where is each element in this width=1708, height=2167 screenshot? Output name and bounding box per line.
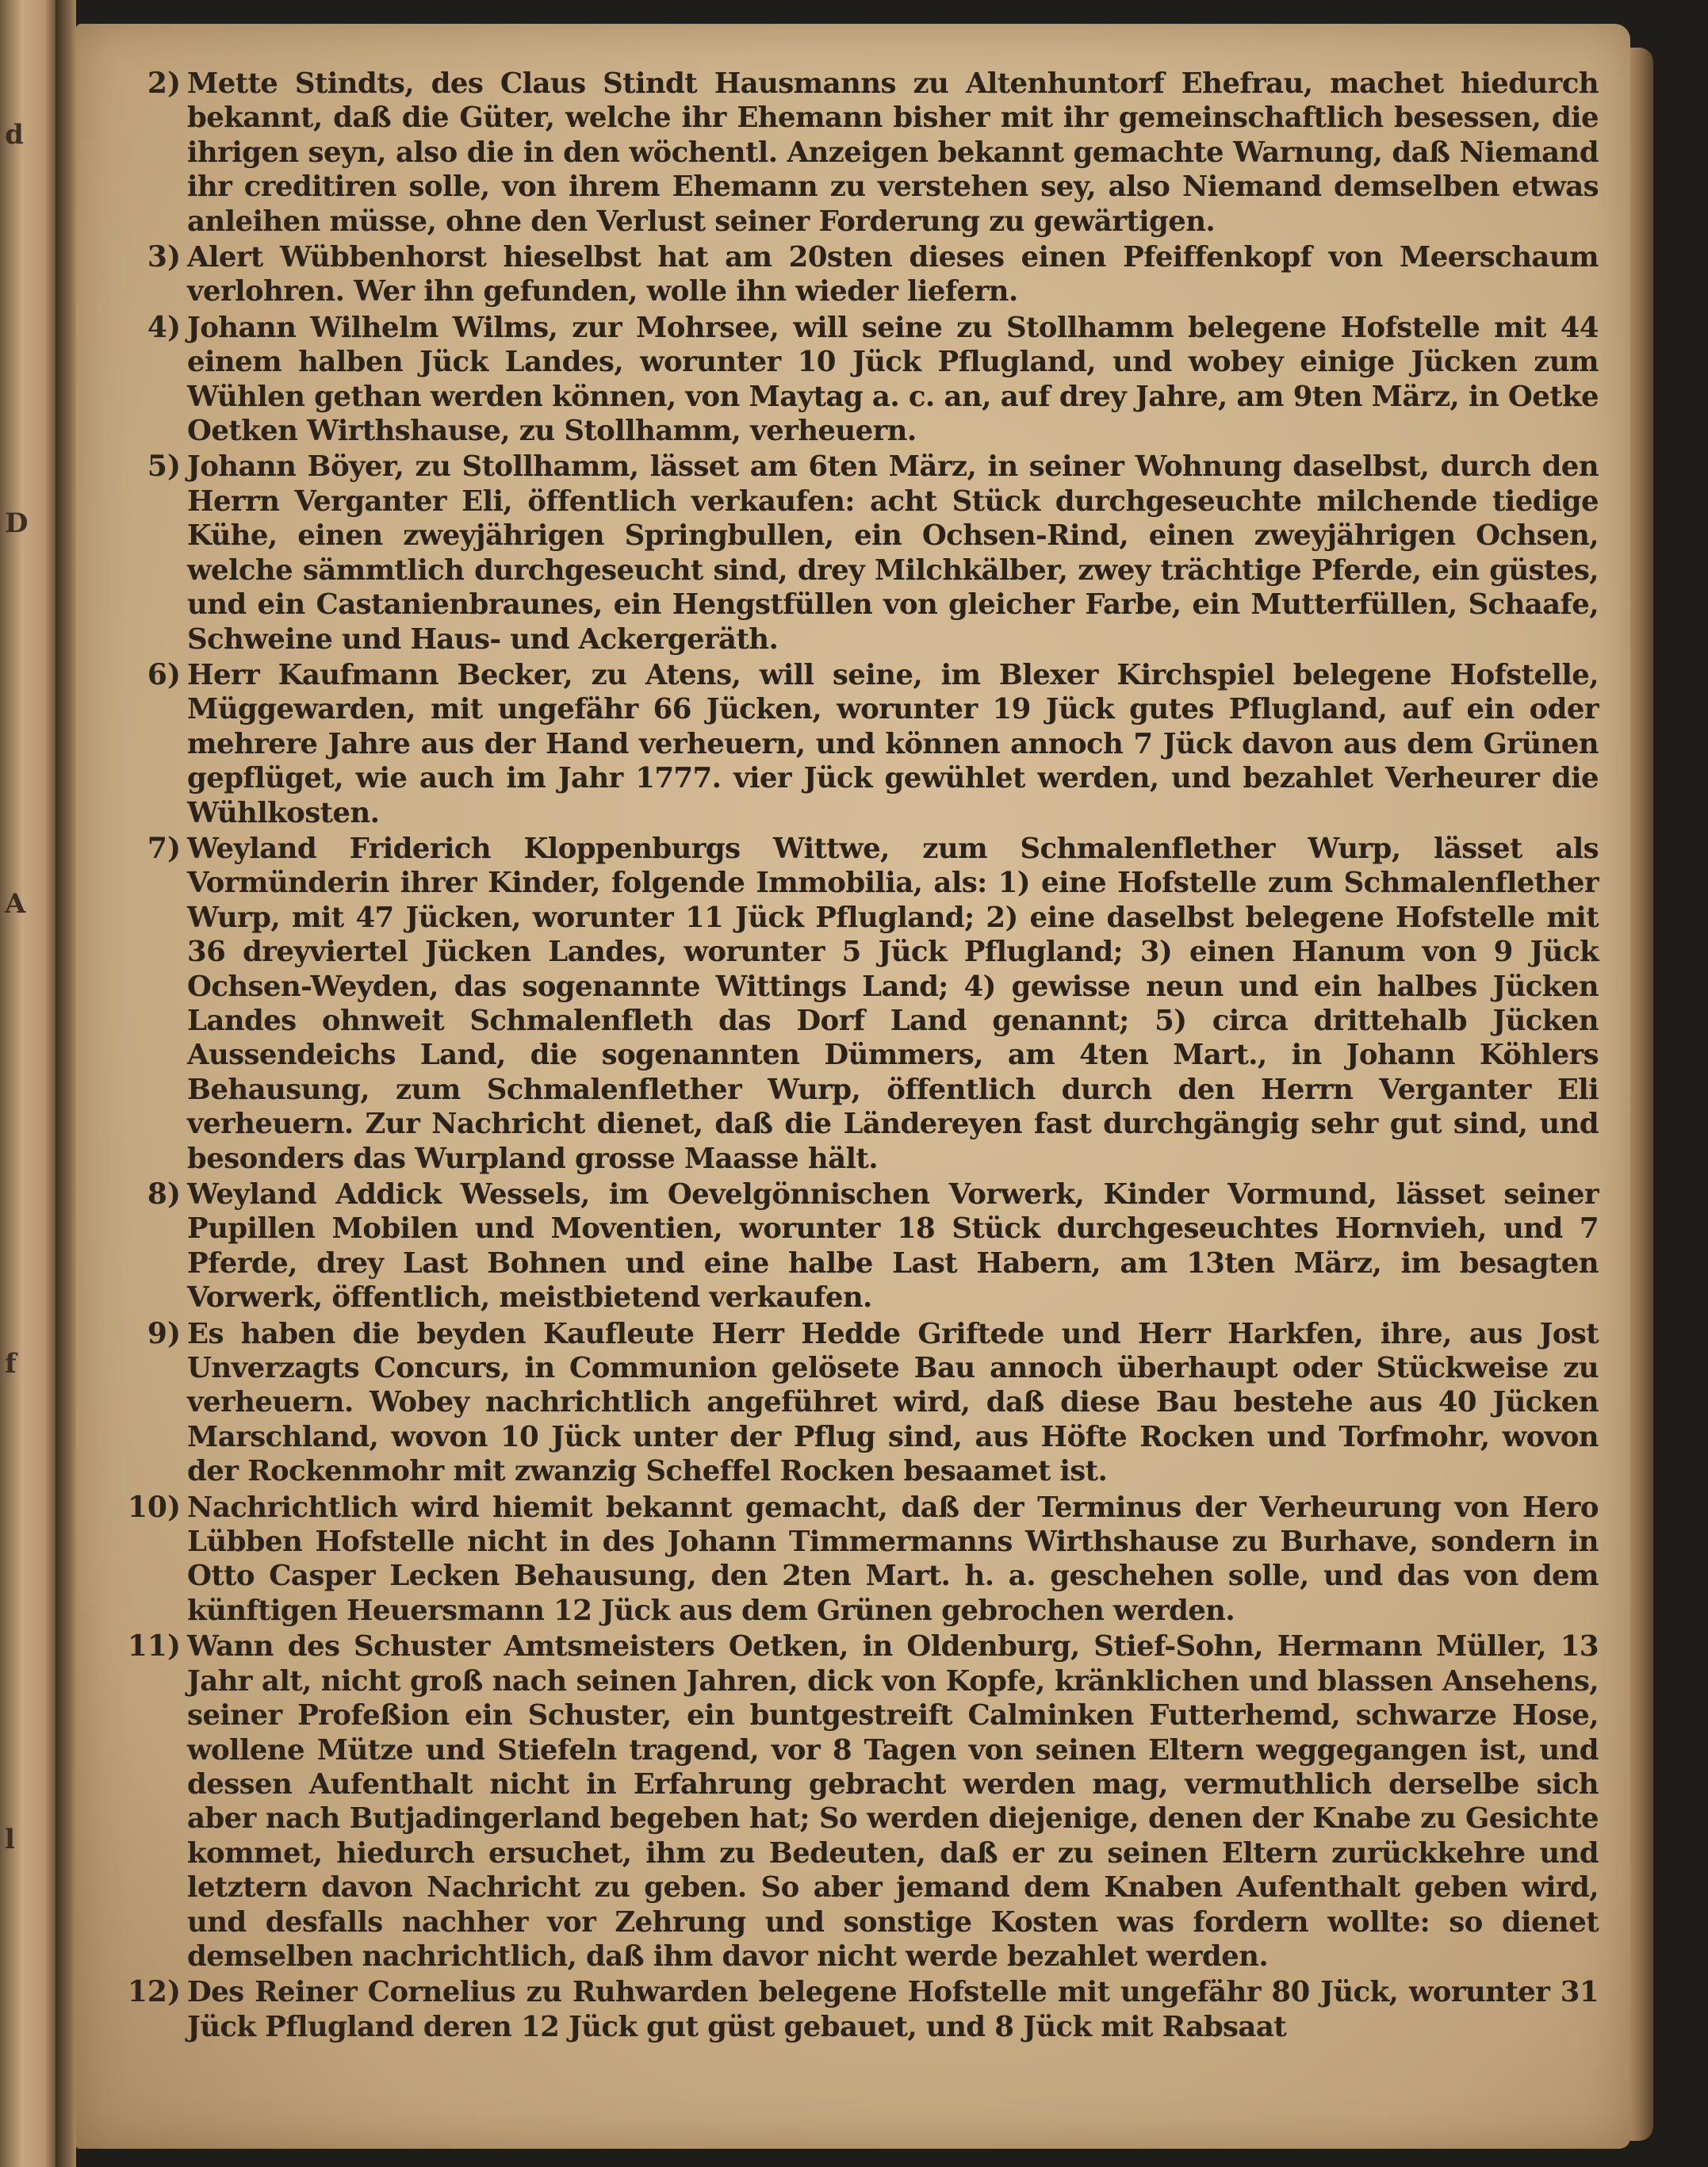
- entry-text: Herr Kaufmann Becker, zu Atens, will seine, im Blexer Kirchspiel belegene Hofstelle, Müggewarden, mit ungefähr 66 Jücken, worunter 19 Jück gutes Pflugland, auf ein oder mehrere Jahre aus der Hand verheuern, und können annoch 7 Jück davon aus dem Grünen gepflüget, wie auch im Jahr 1777. vier Jück gewühlet werden, und bezahlet Verheurer die Wühlkosten.: [187, 658, 1599, 829]
- book-gutter: [56, 0, 76, 2167]
- entry-number: 10): [127, 1490, 181, 1524]
- entry-number: 4): [147, 310, 181, 344]
- notice-entry: [147, 450, 1599, 656]
- entry-number: 11): [127, 1629, 181, 1664]
- entry-text: Alert Wübbenhorst hieselbst hat am 20sten dieses einen Pfeiffenkopf von Meerschaum verlohren. Wer ihn gefunden, wolle ihn wieder liefern.: [187, 241, 1599, 308]
- notice-entry: [147, 657, 1599, 830]
- entry-text: Des Reiner Cornelius zu Ruhwarden belegene Hofstelle mit ungefähr 80 Jück, worunter 31 Jück Pflugland deren 12 Jück gut güst gebauet, und 8 Jück mit Rabsaat: [187, 1976, 1599, 2043]
- notice-list: [127, 67, 1599, 2046]
- entry-text: Wann des Schuster Amtsmeisters Oetken, in Oldenburg, Stief-Sohn, Hermann Müller, 13 Jahr alt, nicht groß nach seinen Jahren, dick von Kopfe, kränklichen und blassen Ansehens, seiner Profeßion ein Schuster, ein buntgestreift Calminken Futterhemd, schwarze Hose, wollene Mütze und Stiefeln tragend, vor 8 Tagen von seinen Eltern weggegangen ist, und dessen Aufenthalt nicht in Erfahrung gebracht werden mag, vermuthlich derselbe sich aber nach Butjadingerland begeben hat; So werden diejenige, denen der Knabe zu Gesichte kommet, hiedurch ersuchet, ihm zu Bedeuten, daß er zu seinen Eltern zurückkehre und letztern davon Nachricht zu geben. So aber jemand dem Knaben Aufenthalt geben wird, und desfalls nachher vor Zehrung und sonstige Kosten was fordern wollte: so dienet demselben nachrichtlich, daß ihm davor nicht werde bezahlet werden.: [187, 1630, 1599, 1973]
- entry-number: 6): [147, 657, 181, 691]
- page-fragment: A: [5, 888, 26, 920]
- entry-number: 3): [147, 240, 181, 274]
- notice-entry: [127, 1490, 1599, 1629]
- entry-text: Es haben die beyden Kaufleute Herr Hedde Griftede und Herr Harkfen, ihre, aus Jost Unverzagts Concurs, in Communion gelösete Bau annoch überhaupt oder Stückweise zu verheuern. Wobey nachrichtlich angeführet wird, daß diese Bau bestehe aus 40 Jücken Marschland, wovon 10 Jück unter der Pflug sind, aus Höfte Rocken und Torfmohr, wovon der Rockenmohr mit zwanzig Scheffel Rocken besaamet ist.: [187, 1317, 1599, 1488]
- notice-entry: [147, 240, 1599, 309]
- entry-number: 12): [127, 1975, 181, 2009]
- notice-entry: [147, 1316, 1599, 1489]
- entry-number: 9): [147, 1316, 181, 1350]
- entry-text: Mette Stindts, des Claus Stindt Hausmanns zu Altenhuntorf Ehefrau, machet hiedurch bekannt, daß die Güter, welche ihr Ehemann bisher mit ihr gemeinschaftlich besessen, die ihrigen seyn, also die in den wöchentl. Anzeigen bekannt gemachte Warnung, daß Niemand ihr creditiren solle, von ihrem Ehemann zu verstehen sey, also Niemand demselben etwas anleihen müsse, ohne den Verlust seiner Forderung zu gewärtigen.: [187, 67, 1599, 238]
- notice-entry: [147, 67, 1599, 239]
- notice-entry: [147, 1177, 1599, 1315]
- notice-entry: [127, 1975, 1599, 2044]
- previous-page-edge: [0, 0, 56, 2167]
- page-fragment: d: [5, 119, 24, 151]
- entry-text: Johann Böyer, zu Stollhamm, lässet am 6ten März, in seiner Wohnung daselbst, durch den Herrn Verganter Eli, öffentlich verkaufen: acht Stück durchgeseuchte milchende tiedige Kühe, einen zweyjährigen Springbullen, ein Ochsen-Rind, einen zweyjährigen Ochsen, welche sämmtlich durchgeseucht sind, drey Milchkälber, zwey trächtige Pferde, ein güstes, und ein Castanienbraunes, ein Hengstfüllen von gleicher Farbe, ein Mutterfüllen, Schaafe, Schweine und Haus- und Ackergeräth.: [187, 450, 1599, 656]
- entry-number: 8): [147, 1177, 181, 1211]
- entry-number: 2): [147, 67, 181, 100]
- entry-number: 5): [147, 450, 181, 484]
- page-fragment: l: [5, 1824, 15, 1855]
- notice-entry: [127, 1629, 1599, 1974]
- entry-text: Weyland Friderich Kloppenburgs Wittwe, zum Schmalenflether Wurp, lässet als Vormünderin ihrer Kinder, folgende Immobilia, als: 1) eine Hofstelle zum Schmalenflether Wurp, mit 47 Jücken, worunter 11 Jück Pflugland; 2) eine daselbst belegene Hofstelle mit 36 dreyviertel Jücken Landes, worunter 5 Jück Pflugland; 3) einen Hanum von 9 Jück Ochsen-Weyden, das sogenannte Wittings Land; 4) gewisse neun und ein halbes Jücken Landes ohnweit Schmalenfleth das Dorf Land genannt; 5) circa drittehalb Jücken Aussendeichs Land, die sogenannten Dümmers, am 4ten Mart., in Johann Köhlers Behausung, zum Schmalenflether Wurp, öffentlich durch den Herrn Verganter Eli verheuern. Zur Nachricht dienet, daß die Ländereyen fast durchgängig sehr gut sind, und besonders das Wurpland grosse Maasse hält.: [187, 832, 1599, 1175]
- entry-number: 7): [147, 831, 181, 865]
- entry-text: Weyland Addick Wessels, im Oevelgönnischen Vorwerk, Kinder Vormund, lässet seiner Pupillen Mobilen und Moventien, worunter 18 Stück durchgeseuchtes Hornvieh, und 7 Pferde, drey Last Bohnen und eine halbe Last Habern, am 13ten März, im besagten Vorwerk, öffentlich, meistbietend verkaufen.: [187, 1178, 1599, 1315]
- entry-text: Johann Wilhelm Wilms, zur Mohrsee, will seine zu Stollhamm belegene Hofstelle mit 44 einem halben Jück Landes, worunter 10 Jück Pflugland, und wobey einige Jücken zum Wühlen gethan werden können, von Maytag a. c. an, auf drey Jahre, am 9ten März, in Oetke Oetken Wirthshause, zu Stollhamm, verheuern.: [187, 311, 1599, 448]
- page-fragment: D: [5, 507, 29, 539]
- notice-entry: [147, 831, 1599, 1176]
- notice-entry: [147, 310, 1599, 449]
- page-fragment: f: [5, 1348, 17, 1380]
- entry-text: Nachrichtlich wird hiemit bekannt gemacht, daß der Terminus der Verheurung von Hero Lübben Hofstelle nicht in des Johann Timmermanns Wirthshause zu Burhave, sondern in Otto Casper Lecken Behausung, den 2ten Mart. h. a. geschehen solle, und das von dem künftigen Heuersmann 12 Jück aus dem Grünen gebrochen werden.: [187, 1491, 1599, 1627]
